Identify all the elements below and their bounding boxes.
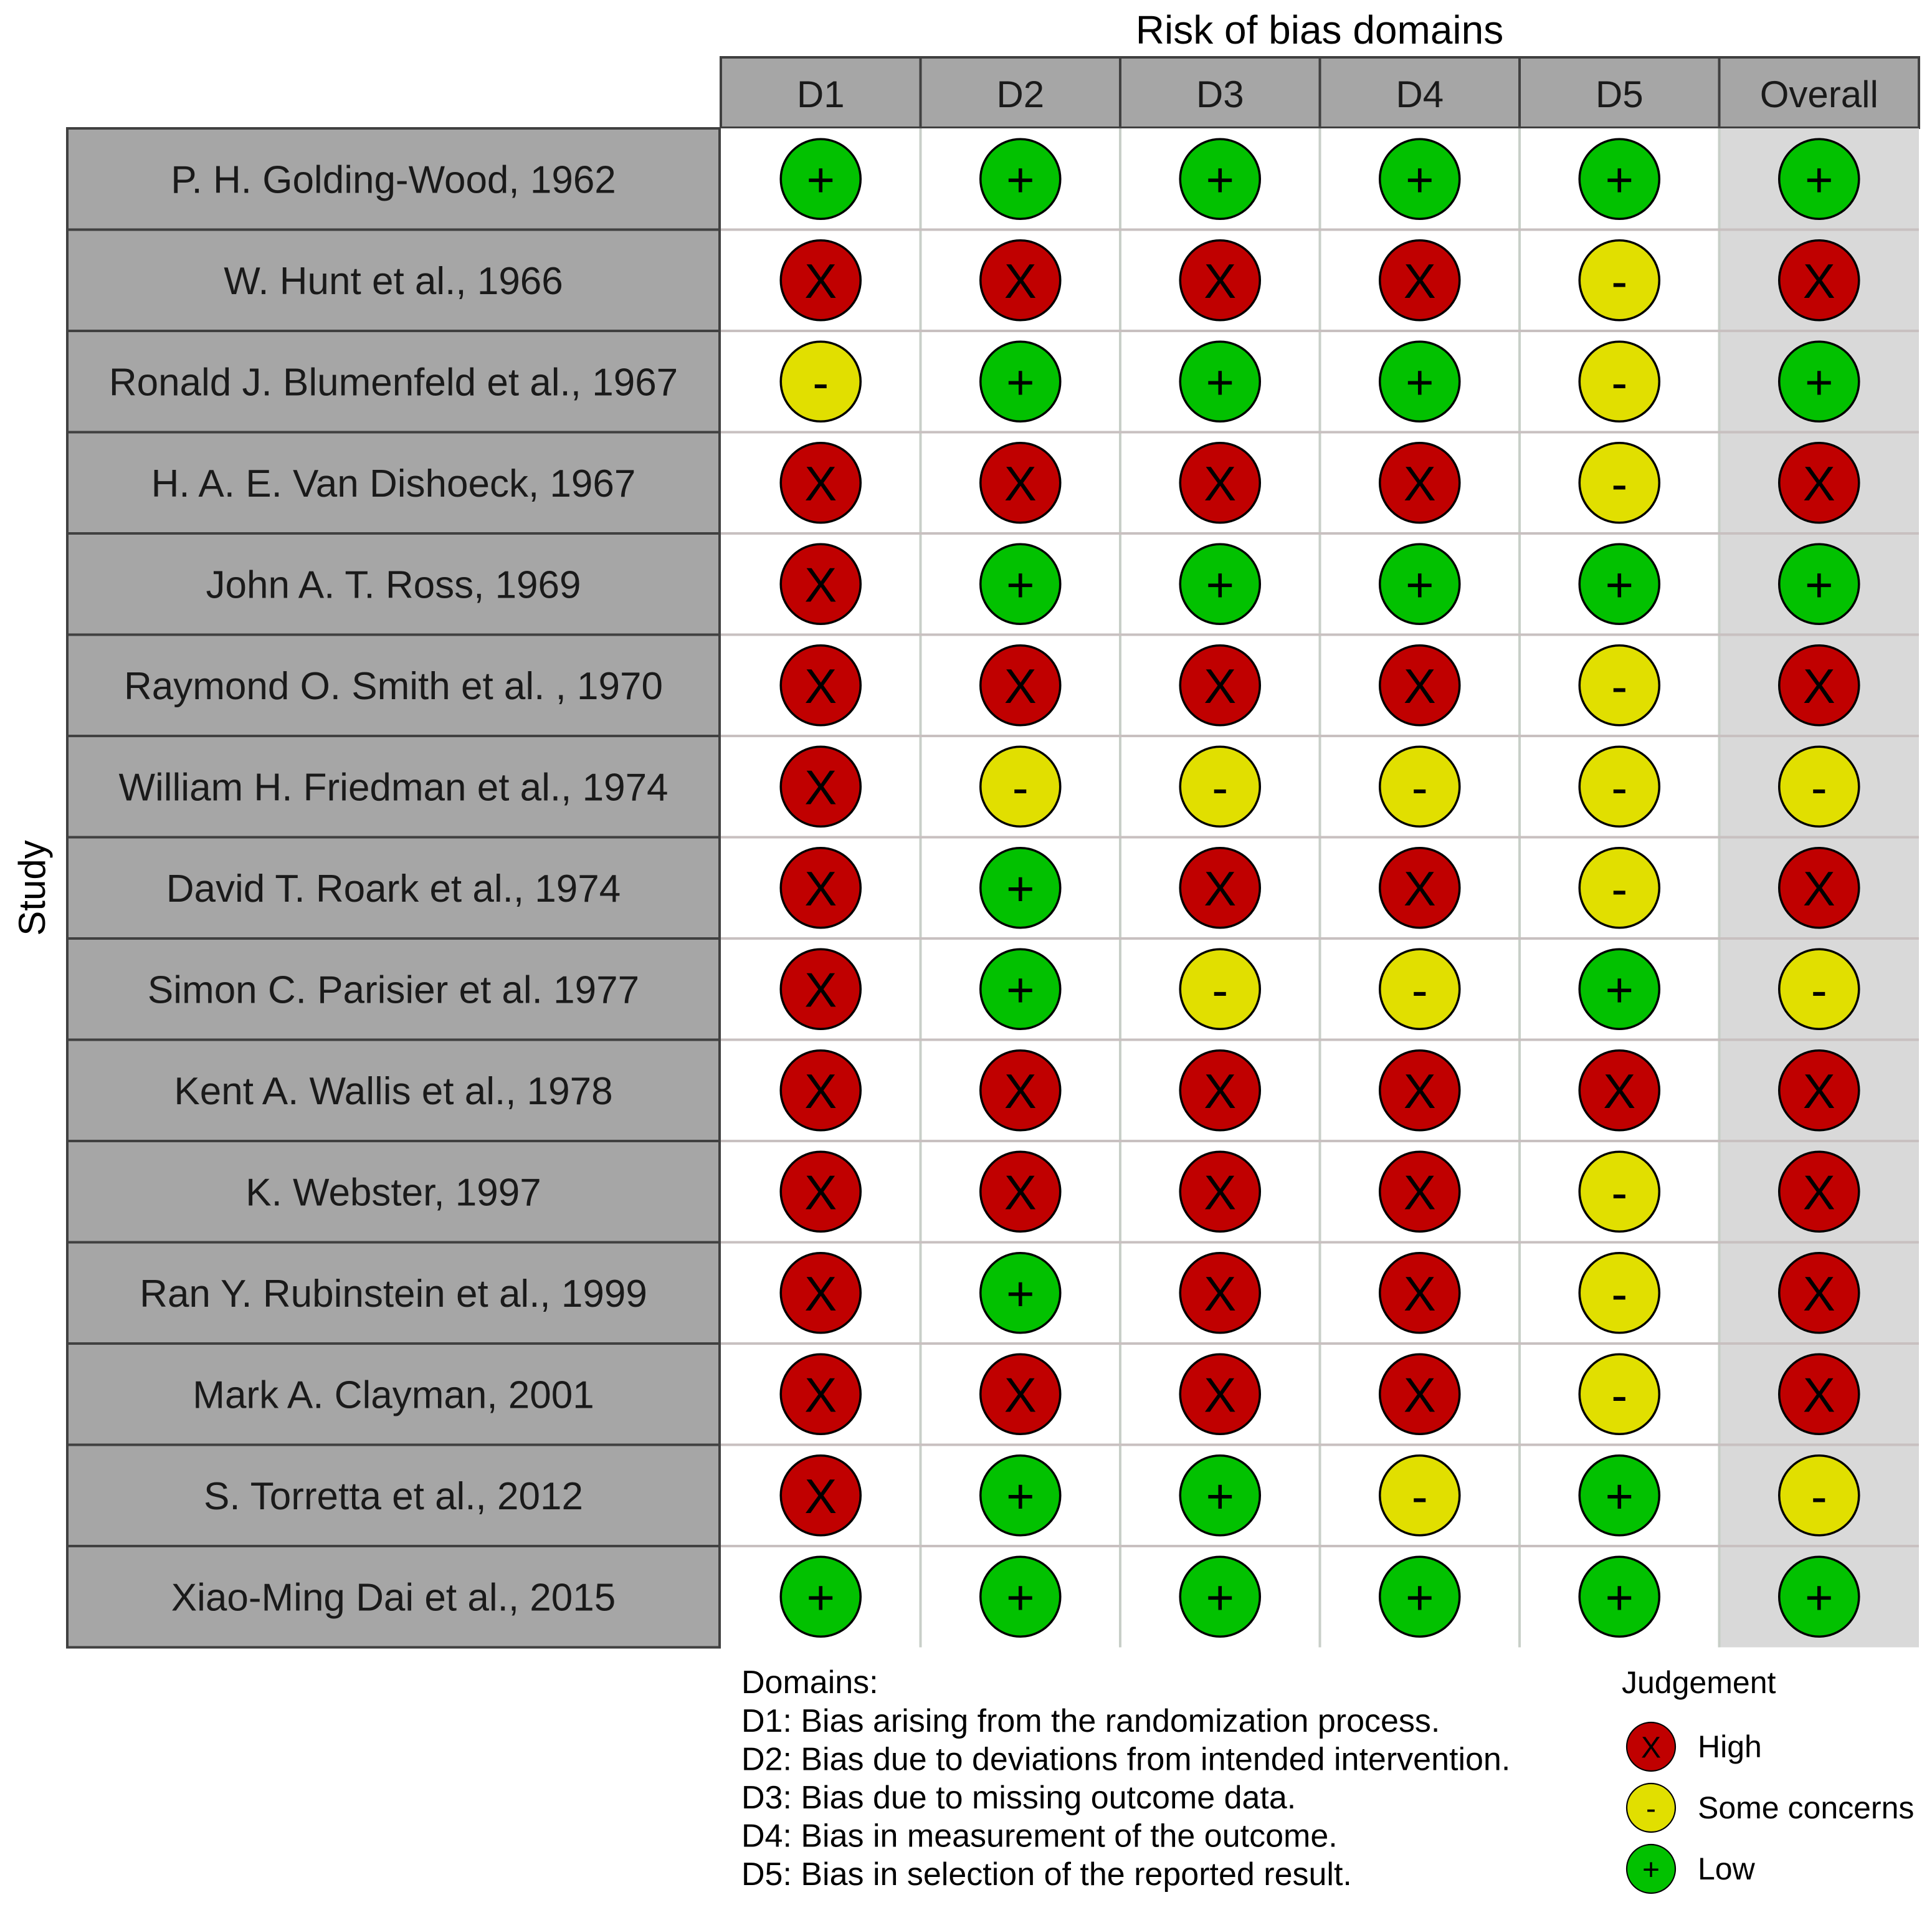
judgement-d2-symbol: X <box>1004 1063 1037 1119</box>
judgement-overall <box>1779 241 1859 320</box>
header-label-d1: D1 <box>796 74 845 115</box>
judgement-d5 <box>1579 1456 1659 1535</box>
judgement-d5 <box>1579 747 1659 826</box>
judgement-d1 <box>781 341 860 421</box>
judgement-overall-symbol: X <box>1802 1063 1835 1119</box>
judgement-d5-symbol: - <box>1611 760 1628 815</box>
judgement-d1 <box>781 1152 860 1231</box>
judgement-d1 <box>781 544 860 624</box>
judgement-d3 <box>1180 544 1260 624</box>
domain-description: D2: Bias due to deviations from intended intervention. <box>741 1741 1511 1778</box>
judgement-d1 <box>781 1557 860 1636</box>
judgement-d3 <box>1180 1456 1260 1535</box>
judgement-d1-symbol: X <box>804 760 837 815</box>
judgement-d1 <box>781 747 860 826</box>
judgement-d4-symbol: + <box>1405 355 1434 410</box>
judgement-d1-symbol: X <box>804 557 837 613</box>
domains-title: Domains: <box>741 1664 878 1701</box>
study-label-column <box>67 128 720 1648</box>
judgement-d3 <box>1180 139 1260 219</box>
judgement-overall <box>1779 1557 1859 1636</box>
judgement-d1 <box>781 848 860 928</box>
judgement-d2-symbol: - <box>1012 760 1029 815</box>
judgement-d5 <box>1579 1253 1659 1333</box>
domain-description: D1: Bias arising from the randomization process. <box>741 1703 1440 1739</box>
legend-symbol-low <box>1627 1845 1675 1893</box>
judgement-d3 <box>1180 443 1260 523</box>
study-label: Ronald J. Blumenfeld et al., 1967 <box>108 361 678 404</box>
judgement-d3 <box>1180 747 1260 826</box>
judgement-d2 <box>981 747 1060 826</box>
judgement-d5-symbol: - <box>1611 456 1628 511</box>
judgement-d2 <box>981 443 1060 523</box>
domain-description: D3: Bias due to missing outcome data. <box>741 1780 1297 1816</box>
judgement-d2-symbol: + <box>1006 152 1035 208</box>
judgement-d4 <box>1380 1253 1460 1333</box>
judgement-d3-symbol: + <box>1206 557 1235 613</box>
study-label: H. A. E. Van Dishoeck, 1967 <box>151 462 636 505</box>
study-label: John A. T. Ross, 1969 <box>206 563 581 607</box>
judgement-overall-symbol: - <box>1811 760 1827 815</box>
judgement-d4-symbol: - <box>1411 1468 1428 1524</box>
judgement-d5-symbol: + <box>1605 557 1634 613</box>
judgement-overall-symbol: - <box>1811 962 1827 1018</box>
judgement-d3 <box>1180 1253 1260 1333</box>
judgement-d5 <box>1579 1152 1659 1231</box>
judgement-d3 <box>1180 1051 1260 1130</box>
legend-symbol-high <box>1627 1722 1675 1771</box>
judgement-d4 <box>1380 747 1460 826</box>
judgement-d5-symbol: + <box>1605 152 1634 208</box>
judgement-d5-symbol: + <box>1605 962 1634 1018</box>
legend-label: Low <box>1698 1851 1755 1886</box>
judgement-d5 <box>1579 544 1659 624</box>
study-label: William H. Friedman et al., 1974 <box>118 766 669 809</box>
judgement-overall <box>1779 443 1859 523</box>
judgement-d1 <box>781 1456 860 1535</box>
judgement-overall <box>1779 139 1859 219</box>
judgement-d4 <box>1380 341 1460 421</box>
judgement-d5-symbol: - <box>1611 253 1628 308</box>
judgement-d5 <box>1579 139 1659 219</box>
study-label: K. Webster, 1997 <box>245 1171 541 1215</box>
judgement-overall <box>1779 1456 1859 1535</box>
judgement-legend <box>1622 1665 1914 1893</box>
judgement-d2 <box>981 1253 1060 1333</box>
judgement-d4 <box>1380 949 1460 1029</box>
judgement-d4 <box>1380 1152 1460 1231</box>
judgement-d3-symbol: - <box>1212 760 1229 815</box>
judgement-grid <box>721 128 1919 1648</box>
judgement-d3-symbol: X <box>1204 1266 1237 1321</box>
judgement-d4-symbol: X <box>1403 1367 1436 1423</box>
study-label: David T. Roark et al., 1974 <box>166 867 621 910</box>
header-label-d2: D2 <box>996 74 1045 115</box>
judgement-d1-symbol: X <box>804 962 837 1018</box>
judgement-d4 <box>1380 443 1460 523</box>
judgement-d2 <box>981 949 1060 1029</box>
judgement-overall-symbol: X <box>1802 456 1835 511</box>
judgement-d1 <box>781 139 860 219</box>
legend-label: High <box>1698 1729 1762 1764</box>
judgement-d1 <box>781 1253 860 1333</box>
legend-symbol-low-symbol: + <box>1642 1853 1660 1887</box>
judgement-d4 <box>1380 1557 1460 1636</box>
judgement-d5 <box>1579 1051 1659 1130</box>
judgement-d1-symbol: X <box>804 1165 837 1220</box>
judgement-d3-symbol: X <box>1204 1165 1237 1220</box>
judgement-overall <box>1779 646 1859 725</box>
judgement-overall <box>1779 747 1859 826</box>
judgement-overall-symbol: + <box>1804 355 1834 410</box>
judgement-overall <box>1779 1152 1859 1231</box>
judgement-d4-symbol: - <box>1411 760 1428 815</box>
judgement-overall <box>1779 544 1859 624</box>
domains-key <box>741 1664 1510 1893</box>
judgement-d1-symbol: X <box>804 658 837 714</box>
judgement-d3-symbol: X <box>1204 1367 1237 1423</box>
judgement-d1-symbol: + <box>806 1570 835 1625</box>
judgement-d4-symbol: X <box>1403 456 1436 511</box>
judgement-d4 <box>1380 139 1460 219</box>
header-label-overall: Overall <box>1759 74 1878 115</box>
legend-symbol-some-concerns <box>1627 1783 1675 1832</box>
judgement-d5-symbol: - <box>1611 861 1628 916</box>
legend-label: Some concerns <box>1698 1790 1915 1825</box>
judgement-d2-symbol: X <box>1004 1165 1037 1220</box>
judgement-d4 <box>1380 646 1460 725</box>
judgement-d2-symbol: + <box>1006 1266 1035 1321</box>
study-label: Xiao-Ming Dai et al., 2015 <box>171 1576 616 1620</box>
judgement-d1-symbol: X <box>804 861 837 916</box>
judgement-d2 <box>981 1051 1060 1130</box>
legend-symbol-high-symbol: X <box>1640 1731 1662 1765</box>
judgement-d4-symbol: X <box>1403 1165 1436 1220</box>
judgement-d4-symbol: X <box>1403 861 1436 916</box>
judgement-d3 <box>1180 1557 1260 1636</box>
y-axis-label: Study <box>11 840 53 936</box>
judgement-overall <box>1779 949 1859 1029</box>
judgement-d2 <box>981 1152 1060 1231</box>
judgement-d3-symbol: + <box>1206 1570 1235 1625</box>
judgement-d1-symbol: X <box>804 1063 837 1119</box>
judgement-overall-symbol: + <box>1804 152 1834 208</box>
judgement-d5 <box>1579 341 1659 421</box>
judgement-d1 <box>781 443 860 523</box>
domain-description: D5: Bias in selection of the reported result. <box>741 1856 1352 1893</box>
study-label: Raymond O. Smith et al. , 1970 <box>124 664 663 708</box>
judgement-d2 <box>981 1557 1060 1636</box>
judgement-d4-symbol: X <box>1403 1063 1436 1119</box>
judgement-d3-symbol: + <box>1206 355 1235 410</box>
judgement-d5 <box>1579 949 1659 1029</box>
judgement-d3-symbol: X <box>1204 861 1237 916</box>
judgement-d2-symbol: + <box>1006 962 1035 1018</box>
judgement-d3-symbol: + <box>1206 1468 1235 1524</box>
judgement-d2-symbol: X <box>1004 658 1037 714</box>
study-label: P. H. Golding-Wood, 1962 <box>171 158 616 202</box>
judgement-d4-symbol: + <box>1405 1570 1434 1625</box>
judgement-d4 <box>1380 241 1460 320</box>
judgement-d3-symbol: + <box>1206 152 1235 208</box>
judgement-d4-symbol: - <box>1411 962 1428 1018</box>
judgement-overall <box>1779 848 1859 928</box>
judgement-d2-symbol: + <box>1006 557 1035 613</box>
judgement-d2-symbol: + <box>1006 1570 1035 1625</box>
judgement-d2-symbol: X <box>1004 253 1037 308</box>
judgement-d1 <box>781 646 860 725</box>
study-label: Mark A. Clayman, 2001 <box>193 1373 594 1417</box>
judgement-d5 <box>1579 646 1659 725</box>
header-label-d5: D5 <box>1595 74 1644 115</box>
judgement-d1 <box>781 1051 860 1130</box>
judgement-d5-symbol: - <box>1611 1266 1628 1321</box>
judgement-d2 <box>981 139 1060 219</box>
judgement-d4-symbol: X <box>1403 253 1436 308</box>
judgement-overall-symbol: X <box>1802 1165 1835 1220</box>
judgement-d1-symbol: X <box>804 1266 837 1321</box>
judgement-d2-symbol: + <box>1006 1468 1035 1524</box>
judgement-d4 <box>1380 848 1460 928</box>
judgement-d5-symbol: - <box>1611 1165 1628 1220</box>
judgement-d2-symbol: + <box>1006 861 1035 916</box>
judgement-d5 <box>1579 848 1659 928</box>
judgement-d2-symbol: + <box>1006 355 1035 410</box>
judgement-d1-symbol: X <box>804 253 837 308</box>
judgement-d3 <box>1180 241 1260 320</box>
judgement-d4-symbol: + <box>1405 557 1434 613</box>
judgement-overall-symbol: X <box>1802 1266 1835 1321</box>
judgement-d2 <box>981 241 1060 320</box>
judgement-d5-symbol: - <box>1611 1367 1628 1423</box>
judgement-overall-symbol: X <box>1802 1367 1835 1423</box>
judgement-overall-symbol: X <box>1802 861 1835 916</box>
judgement-d4-symbol: X <box>1403 1266 1436 1321</box>
judgement-overall-symbol: + <box>1804 557 1834 613</box>
judgement-d4-symbol: + <box>1405 152 1434 208</box>
judgement-d1 <box>781 949 860 1029</box>
judgement-d2-symbol: X <box>1004 456 1037 511</box>
chart-title: Risk of bias domains <box>1135 7 1504 52</box>
judgement-d1-symbol: + <box>806 152 835 208</box>
judgement-d3-symbol: - <box>1212 962 1229 1018</box>
legend-symbol-some-concerns-symbol: - <box>1646 1792 1656 1826</box>
study-label: W. Hunt et al., 1966 <box>224 259 563 303</box>
judgement-d3 <box>1180 1152 1260 1231</box>
judgement-d1-symbol: - <box>812 355 829 410</box>
judgement-d1-symbol: X <box>804 1367 837 1423</box>
judgement-overall <box>1779 1253 1859 1333</box>
judgement-overall-symbol: - <box>1811 1468 1827 1524</box>
judgement-d2-symbol: X <box>1004 1367 1037 1423</box>
judgement-d5-symbol: + <box>1605 1570 1634 1625</box>
judgement-d1 <box>781 241 860 320</box>
header-label-d4: D4 <box>1396 74 1444 115</box>
judgement-d5-symbol: X <box>1603 1063 1636 1119</box>
judgement-d3 <box>1180 646 1260 725</box>
study-label: Kent A. Wallis et al., 1978 <box>174 1069 613 1113</box>
legend-title: Judgement <box>1622 1665 1776 1700</box>
judgement-d1-symbol: X <box>804 1468 837 1524</box>
judgement-d2 <box>981 646 1060 725</box>
judgement-d5-symbol: - <box>1611 658 1628 714</box>
judgement-d1-symbol: X <box>804 456 837 511</box>
judgement-overall <box>1779 341 1859 421</box>
study-label: S. Torretta et al., 2012 <box>204 1474 583 1518</box>
judgement-d4 <box>1380 1051 1460 1130</box>
judgement-d2 <box>981 544 1060 624</box>
judgement-d3-symbol: X <box>1204 658 1237 714</box>
judgement-d2 <box>981 341 1060 421</box>
domain-description: D4: Bias in measurement of the outcome. <box>741 1818 1338 1855</box>
judgement-d5 <box>1579 1557 1659 1636</box>
judgement-d5-symbol: - <box>1611 355 1628 410</box>
judgement-d2 <box>981 1354 1060 1434</box>
judgement-overall-symbol: + <box>1804 1570 1834 1625</box>
judgement-d4 <box>1380 1354 1460 1434</box>
judgement-d3-symbol: X <box>1204 456 1237 511</box>
judgement-d2 <box>981 1456 1060 1535</box>
study-label: Ran Y. Rubinstein et al., 1999 <box>140 1272 647 1315</box>
judgement-d3 <box>1180 1354 1260 1434</box>
domain-header-row <box>721 57 1919 128</box>
judgement-overall <box>1779 1051 1859 1130</box>
judgement-overall <box>1779 1354 1859 1434</box>
judgement-overall-symbol: X <box>1802 658 1835 714</box>
judgement-d5 <box>1579 1354 1659 1434</box>
judgement-d3 <box>1180 848 1260 928</box>
judgement-d1 <box>781 1354 860 1434</box>
judgement-d5-symbol: + <box>1605 1468 1634 1524</box>
judgement-d3-symbol: X <box>1204 253 1237 308</box>
judgement-d5 <box>1579 443 1659 523</box>
judgement-d4 <box>1380 1456 1460 1535</box>
judgement-d3-symbol: X <box>1204 1063 1237 1119</box>
judgement-d3 <box>1180 341 1260 421</box>
judgement-overall-symbol: X <box>1802 253 1835 308</box>
judgement-d2 <box>981 848 1060 928</box>
header-label-d3: D3 <box>1196 74 1244 115</box>
study-label: Simon C. Parisier et al. 1977 <box>147 968 640 1012</box>
judgement-d5 <box>1579 241 1659 320</box>
judgement-d4 <box>1380 544 1460 624</box>
judgement-d4-symbol: X <box>1403 658 1436 714</box>
judgement-d3 <box>1180 949 1260 1029</box>
